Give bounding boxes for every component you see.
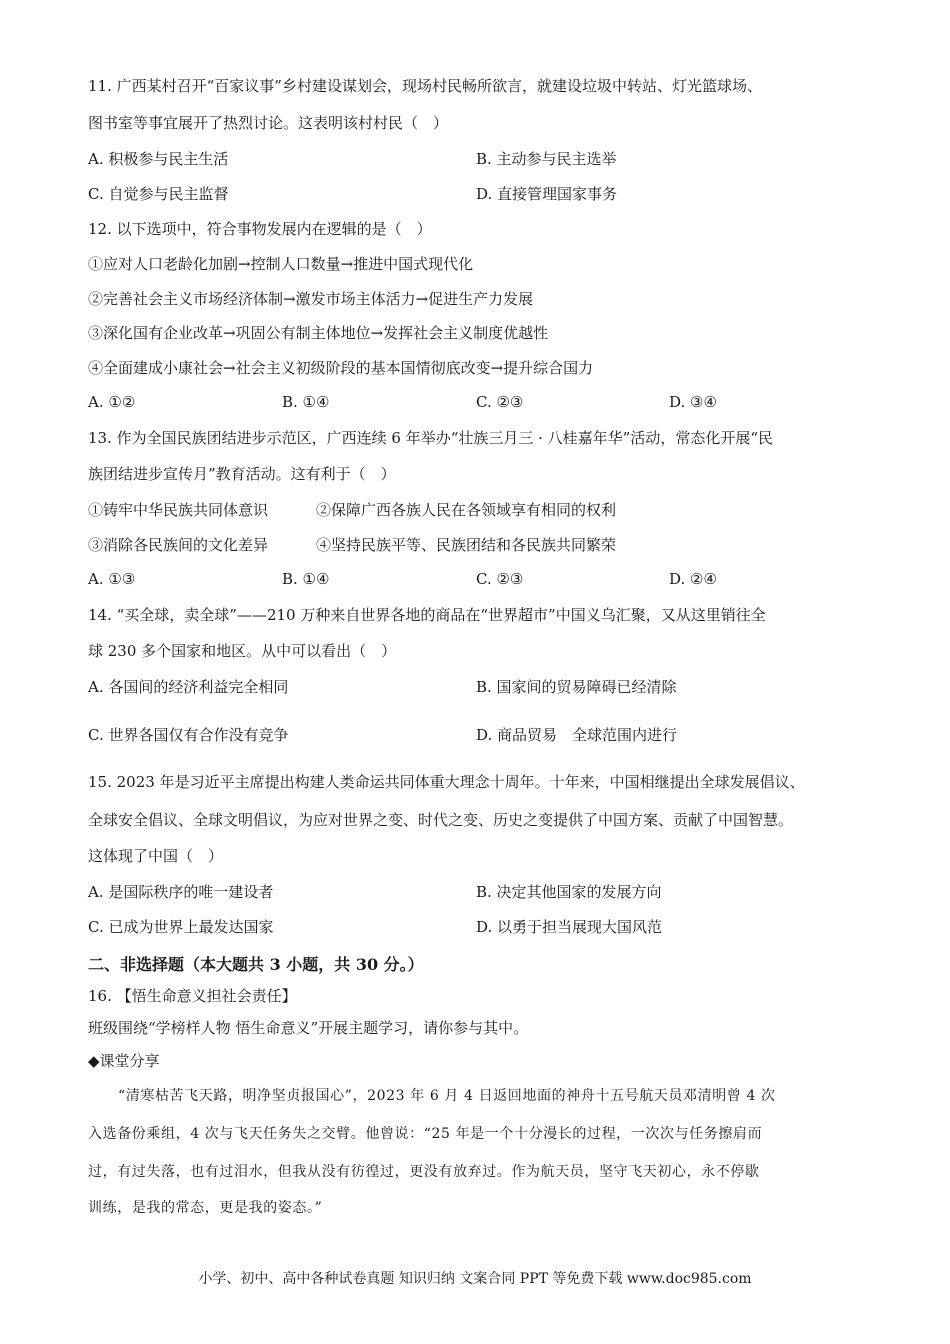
- q12-option-c: C. ②③: [476, 393, 524, 411]
- q14-option-b: B. 国家间的贸易障碍已经清除: [476, 678, 677, 696]
- q16-title: 16. 【悟生命意义担社会责任】: [88, 987, 297, 1005]
- q15-option-c: C. 已成为世界上最发达国家: [88, 918, 274, 936]
- q11-option-a: A. 积极参与民主生活: [88, 150, 229, 168]
- q13-stem-line2: 族团结进步宣传月”教育活动。这有利于（ ）: [88, 465, 396, 483]
- q16-share-heading: ◆课堂分享: [88, 1052, 160, 1070]
- q15-option-a: A. 是国际秩序的唯一建设者: [88, 883, 274, 901]
- q13-item-4: ④坚持民族平等、民族团结和各民族共同繁荣: [316, 536, 617, 554]
- q11-stem-line1: 11. 广西某村召开“百家议事”乡村建设谋划会，现场村民畅所欲言，就建设垃圾中转站、灯光篮球场、: [88, 77, 762, 95]
- section-heading: 二、非选择题（本大题共 3 小题，共 30 分。）: [88, 955, 424, 974]
- q16-intro: 班级围绕“学榜样人物 悟生命意义”开展主题学习，请你参与其中。: [88, 1019, 529, 1037]
- q16-passage-line4: 训练，是我的常态，更是我的姿态。”: [88, 1200, 323, 1216]
- q12-option-b: B. ①④: [282, 393, 330, 411]
- q16-passage-line3: 过，有过失落，也有过泪水，但我从没有彷徨过，更没有放弃过。作为航天员，坚守飞天初心，永不停歇: [88, 1164, 760, 1180]
- q15-option-d: D. 以勇于担当展现大国风范: [476, 918, 663, 936]
- q12-item-1: ①应对人口老龄化加剧→控制人口数量→推进中国式现代化: [88, 255, 474, 273]
- q13-item-2: ②保障广西各族人民在各领域享有相同的权利: [316, 501, 617, 519]
- q12-option-a: A. ①②: [88, 393, 136, 411]
- q11-stem-line2: 图书室等事宜展开了热烈讨论。这表明该村村民（ ）: [88, 114, 449, 132]
- q13-item-3: ③消除各民族间的文化差异: [88, 536, 269, 554]
- q14-option-a: A. 各国间的经济利益完全相同: [88, 678, 289, 696]
- q14-stem-line1: 14. “买全球，卖全球”——210 万种来自世界各地的商品在“世界超市”中国义乌汇聚，又从这里销往全: [88, 606, 766, 624]
- q12-item-2: ②完善社会主义市场经济体制→激发市场主体活力→促进生产力发展: [88, 290, 534, 308]
- q13-option-b: B. ①④: [282, 570, 330, 588]
- page-footer: 小学、初中、高中各种试卷真题 知识归纳 文案合同 PPT 等免费下载 www.doc985.com: [198, 1271, 752, 1287]
- q15-stem-line1: 15. 2023 年是习近平主席提出构建人类命运共同体重大理念十周年。十年来，中国相继提出全球发展倡议、: [88, 773, 805, 791]
- q14-option-d: D. 商品贸易 全球范围内进行: [476, 726, 678, 744]
- q15-stem-line3: 这体现了中国（ ）: [88, 847, 224, 865]
- q11-option-c: C. 自觉参与民主监督: [88, 185, 229, 203]
- q13-option-d: D. ②④: [669, 570, 717, 588]
- q13-item-1: ①铸牢中华民族共同体意识: [88, 501, 269, 519]
- q13-stem-line1: 13. 作为全国民族团结进步示范区，广西连续 6 年举办“壮族三月三 · 八桂嘉年华”活动，常态化开展“民: [88, 429, 774, 447]
- q12-item-4: ④全面建成小康社会→社会主义初级阶段的基本国情彻底改变→提升综合国力: [88, 359, 594, 377]
- q12-stem: 12. 以下选项中，符合事物发展内在逻辑的是（ ）: [88, 220, 432, 238]
- q13-option-a: A. ①③: [88, 570, 136, 588]
- q13-option-c: C. ②③: [476, 570, 524, 588]
- q14-option-c: C. 世界各国仅有合作没有竞争: [88, 726, 289, 744]
- q16-passage-line2: 入选备份乘组，4 次与飞天任务失之交臂。他曾说：“25 年是一个十分漫长的过程，一次次与任务擦肩而: [88, 1126, 763, 1142]
- q14-stem-line2: 球 230 多个国家和地区。从中可以看出（ ）: [88, 642, 397, 660]
- q15-option-b: B. 决定其他国家的发展方向: [476, 883, 662, 901]
- q11-option-b: B. 主动参与民主选举: [476, 150, 617, 168]
- q15-stem-line2: 全球安全倡议、全球文明倡议，为应对世界之变、时代之变、历史之变提供了中国方案、贡献了中国智慧。: [88, 811, 794, 829]
- q16-passage-line1: “清寒枯苦飞天路，明净坚贞报国心”，2023 年 6 月 4 日返回地面的神舟十五号航天员邓清明曾 4 次: [118, 1088, 776, 1104]
- q11-option-d: D. 直接管理国家事务: [476, 185, 618, 203]
- q12-item-3: ③深化国有企业改革→巩固公有制主体地位→发挥社会主义制度优越性: [88, 324, 549, 342]
- q12-option-d: D. ③④: [669, 393, 717, 411]
